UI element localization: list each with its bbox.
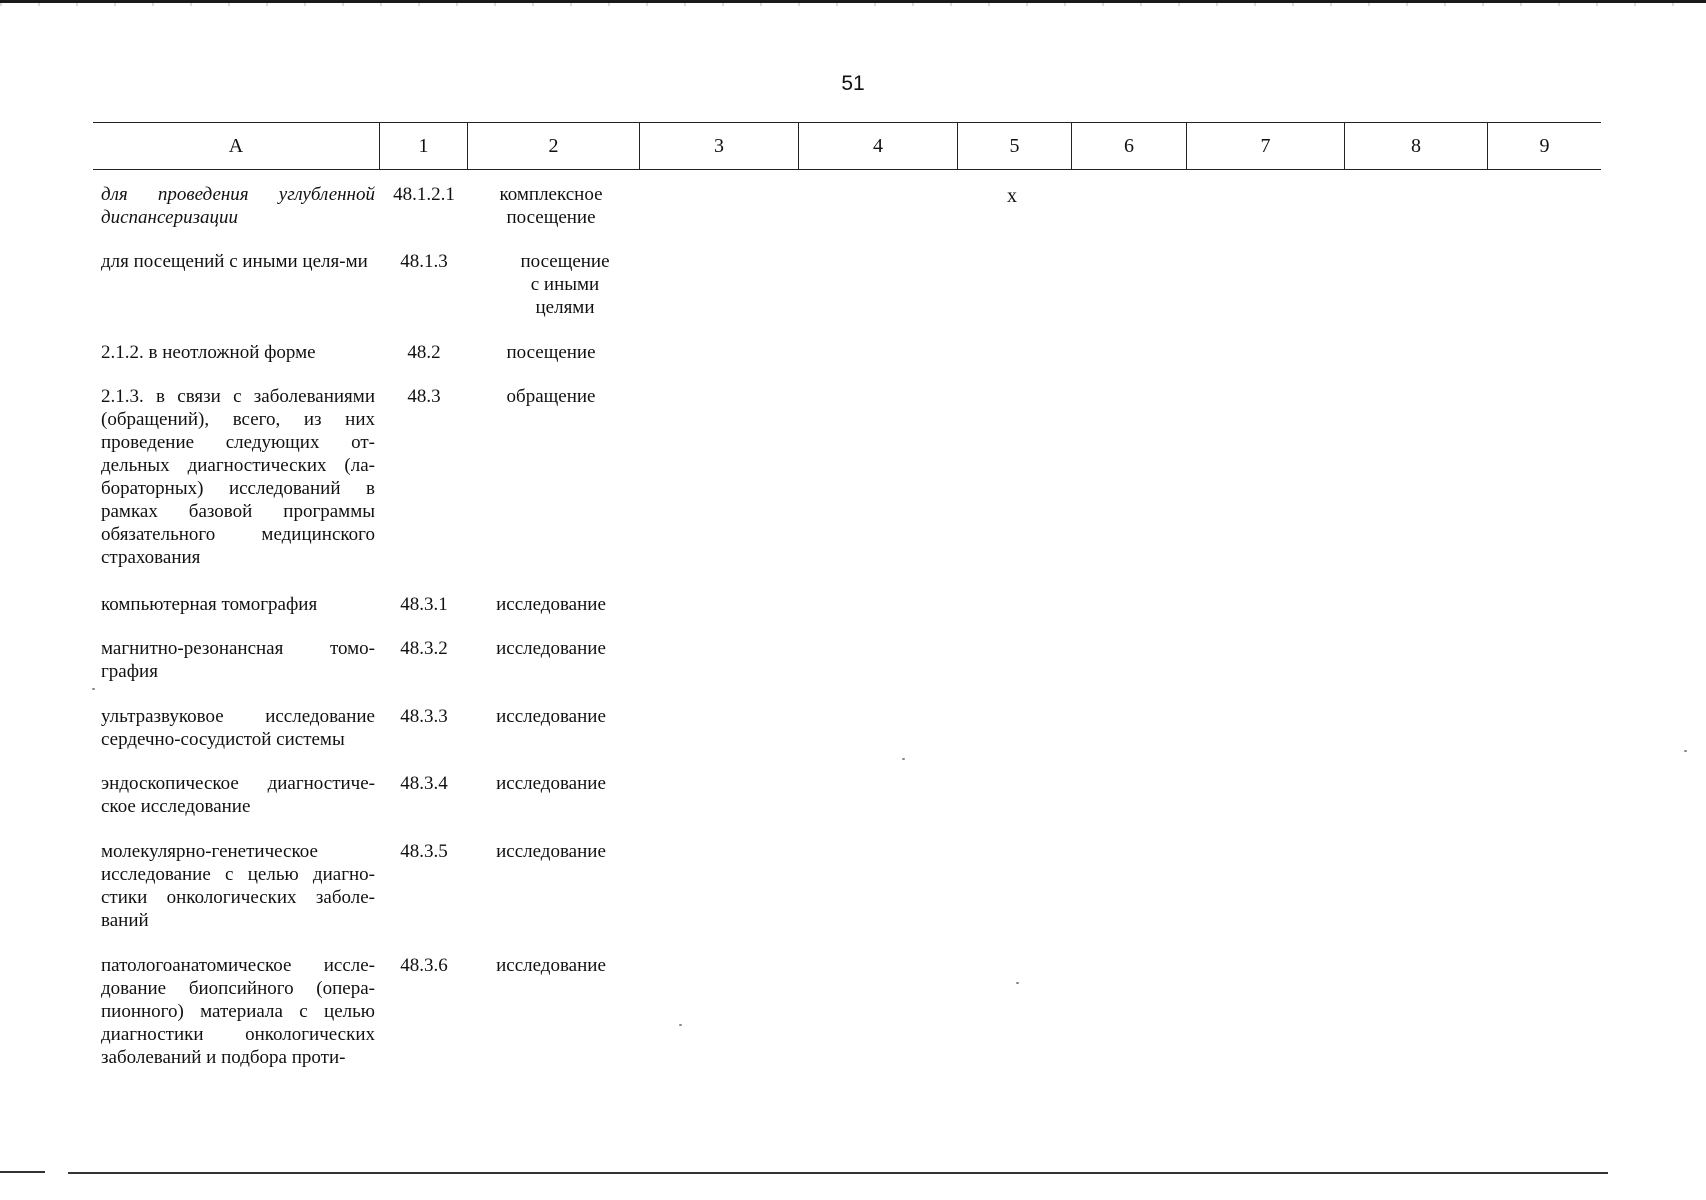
row-code: 48.3.2 — [400, 638, 448, 659]
scan-speck — [1016, 982, 1019, 984]
row-unit: исследование — [496, 955, 606, 976]
column-header-5: 5 — [957, 123, 1071, 169]
row-name: магнитно-резонансная томо-графия — [101, 638, 375, 682]
row-code: 48.3.6 — [400, 955, 448, 976]
column-header-1: 1 — [379, 123, 467, 169]
row-col5-value: х — [1007, 185, 1017, 207]
scan-speck — [679, 1024, 682, 1026]
row-code: 48.3 — [407, 386, 441, 407]
row-unit: исследование — [496, 841, 606, 862]
row-name: для посещений с иными целя-ми — [101, 251, 368, 272]
column-header-7: 7 — [1186, 123, 1344, 169]
row-unit: посещение с иными целями — [520, 251, 610, 318]
row-name: для проведения углубленной диспансеризации — [101, 184, 375, 228]
bottom-scan-line — [68, 1172, 1608, 1174]
scan-speck — [92, 688, 95, 690]
bottom-scan-line-left — [0, 1171, 45, 1173]
column-header-2: 2 — [467, 123, 639, 169]
row-name: эндоскопическое диагностиче-ское исследование — [101, 773, 375, 817]
row-unit: исследование — [496, 594, 606, 615]
row-name: 2.1.2. в неотложной форме — [101, 342, 316, 363]
row-name: компьютерная томография — [101, 594, 318, 615]
row-code: 48.1.3 — [400, 251, 448, 272]
column-header-6: 6 — [1071, 123, 1186, 169]
row-name: молекулярно-генетическое исследование с целью диагно-стики онкологических заболе-ваний — [101, 841, 375, 931]
row-name: ультразвуковое исследование сердечно-сосудистой системы — [101, 706, 375, 750]
row-name: патологоанатомическое иссле-дование биопсийного (опера-пионного) материала с целью диагностики онкологических заболеваний и подбора проти- — [101, 955, 375, 1068]
row-code: 48.3.5 — [400, 841, 448, 862]
row-unit: обращение — [506, 386, 596, 407]
row-code: 48.3.3 — [400, 706, 448, 727]
row-unit: исследование — [496, 706, 606, 727]
row-unit: посещение — [506, 342, 596, 363]
row-unit: комплексное посещение — [499, 184, 603, 228]
scan-speck — [1684, 750, 1687, 752]
column-header-8: 8 — [1344, 123, 1487, 169]
column-header-3: 3 — [639, 123, 798, 169]
row-code: 48.1.2.1 — [393, 184, 455, 205]
scan-speck — [902, 758, 905, 760]
column-header-9: 9 — [1487, 123, 1601, 169]
page-number: 51 — [841, 72, 865, 95]
row-code: 48.3.4 — [400, 773, 448, 794]
row-unit: исследование — [496, 638, 606, 659]
column-header-4: 4 — [798, 123, 957, 169]
table-column-header — [93, 122, 1601, 170]
row-code: 48.3.1 — [400, 594, 448, 615]
row-code: 48.2 — [407, 342, 441, 363]
scan-noise — [0, 3, 1706, 6]
row-unit: исследование — [496, 773, 606, 794]
column-header-a: А — [228, 134, 244, 157]
row-name: 2.1.3. в связи с заболеваниями (обращений), всего, из них проведение следующих от-дельных диагностических (ла-бораторных) исследований в рамках базовой программы обязательного медицинского страхования — [101, 386, 375, 568]
